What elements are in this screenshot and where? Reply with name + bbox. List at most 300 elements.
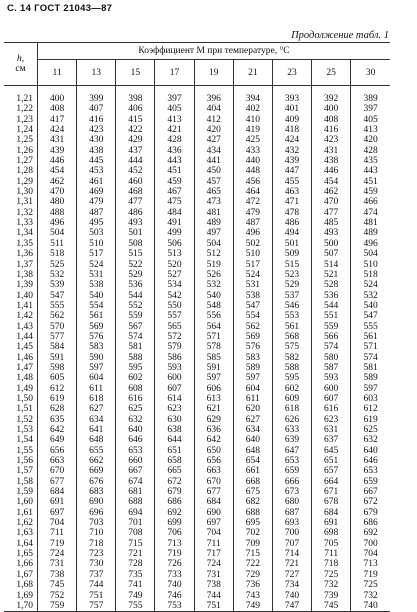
coefficient-cell: 538 [77,280,116,290]
coefficient-cell: 640 [233,435,272,445]
table-row [4,353,390,363]
coefficient-cell: 497 [194,228,233,238]
table-row [4,166,390,176]
coefficient-cell: 597 [351,384,390,394]
coefficient-cell: 690 [77,497,116,507]
coefficient-cell: 493 [312,228,351,238]
coefficient-cell: 640 [351,446,390,456]
coefficient-cell: 655 [77,446,116,456]
coefficient-cell: 423 [77,125,116,135]
coefficient-cell: 589 [351,373,390,383]
table-row [4,135,390,145]
coefficient-cell: 575 [272,342,311,352]
coefficient-cell: 675 [233,487,272,497]
coefficient-cell: 642 [38,425,77,435]
coefficient-cell: 396 [194,86,233,105]
coefficient-cell: 677 [38,477,77,487]
coefficient-cell: 547 [38,291,77,301]
coefficient-cell: 566 [312,332,351,342]
table-row [4,301,390,311]
coefficient-cell: 504 [194,239,233,249]
coefficient-cell: 487 [77,208,116,218]
h-value: 1,54 [16,435,33,446]
coefficient-table [4,42,390,612]
coefficient-cell: 738 [38,570,77,580]
coefficient-cell: 623 [312,415,351,425]
coefficient-cell: 717 [194,549,233,559]
coefficient-cell: 427 [194,135,233,145]
table-row [4,580,390,590]
h-value: 1,67 [16,569,33,580]
coefficient-cell: 641 [77,425,116,435]
coefficient-cell: 699 [155,518,194,528]
coefficient-cell: 534 [155,280,194,290]
coefficient-cell: 724 [194,559,233,569]
h-value: 1,21 [16,94,33,104]
coefficient-cell: 710 [77,528,116,538]
coefficient-cell: 400 [312,104,351,114]
coefficient-cell: 470 [312,197,351,207]
coefficient-cell: 441 [194,156,233,166]
coefficient-cell: 607 [312,394,351,404]
coefficient-cell: 623 [155,404,194,414]
coefficient-cell: 420 [351,135,390,145]
coefficient-cell: 447 [272,166,311,176]
coefficient-cell: 518 [38,249,77,259]
coefficient-cell: 523 [272,270,311,280]
h-value: 1,22 [16,104,33,115]
coefficient-cell: 590 [77,353,116,363]
table-row [4,384,390,394]
coefficient-cell: 556 [194,311,233,321]
table-row [4,115,390,125]
coefficient-cell: 398 [116,86,155,105]
coefficient-cell: 674 [116,477,155,487]
coefficient-cell: 626 [272,415,311,425]
coefficient-cell: 635 [38,415,77,425]
h-value: 1,41 [16,300,33,311]
coefficient-cell: 486 [116,208,155,218]
coefficient-cell: 605 [38,373,77,383]
table-row [4,280,390,290]
coefficient-cell: 600 [312,384,351,394]
coefficient-cell: 650 [194,446,233,456]
coefficient-cell: 673 [272,487,311,497]
coefficient-cell: 707 [272,539,311,549]
coefficient-cell: 397 [155,86,194,105]
coefficient-cell: 688 [233,508,272,518]
coefficient-cell: 583 [77,342,116,352]
coefficient-cell: 454 [38,166,77,176]
table-row [4,270,390,280]
coefficient-cell: 630 [155,415,194,425]
coefficient-cell: 649 [38,435,77,445]
table-row [4,549,390,559]
coefficient-cell: 500 [312,239,351,249]
coefficient-cell: 609 [272,394,311,404]
coefficient-cell: 417 [38,115,77,125]
page-header: С. 14 ГОСТ 21043—87 [7,3,113,14]
coefficient-cell: 515 [116,249,155,259]
coefficient-cell: 472 [233,197,272,207]
coefficient-cell: 501 [272,239,311,249]
coefficient-cell: 642 [194,435,233,445]
table-row [4,342,390,352]
h-symbol: h, [16,54,25,64]
h-value: 1,55 [16,445,33,456]
coefficient-cell: 597 [233,373,272,383]
coefficient-cell: 660 [116,456,155,466]
h-value: 1,36 [16,249,33,260]
h-value: 1,24 [16,125,33,136]
h-value: 1,51 [16,404,33,415]
coefficient-cell: 681 [116,487,155,497]
coefficient-cell: 524 [77,260,116,270]
coefficient-cell: 529 [272,280,311,290]
h-value: 1,47 [16,362,33,373]
coefficient-cell: 405 [155,104,194,114]
coefficient-cell: 668 [233,477,272,487]
coefficient-cell: 711 [194,539,233,549]
coefficient-cell: 413 [351,125,390,135]
coefficient-cell: 405 [351,115,390,125]
coefficient-cell: 522 [116,260,155,270]
coefficient-cell: 628 [38,404,77,414]
table-row [4,208,390,218]
coefficient-cell: 524 [351,280,390,290]
h-value: 1,56 [16,456,33,467]
coefficient-cell: 692 [351,528,390,538]
coefficient-cell: 608 [116,384,155,394]
coefficient-cell: 464 [233,187,272,197]
coefficient-cell: 700 [351,539,390,549]
coefficient-cell: 532 [194,280,233,290]
coefficient-cell: 550 [155,301,194,311]
coefficient-cell: 647 [272,446,311,456]
coefficient-cell: 412 [194,115,233,125]
coefficient-cell: 680 [272,497,311,507]
coefficient-cell: 435 [351,156,390,166]
coefficient-cell: 551 [312,311,351,321]
h-value: 1,49 [16,383,33,394]
coefficient-cell: 718 [77,539,116,549]
coefficient-cell: 629 [194,415,233,425]
coefficient-cell: 645 [312,446,351,456]
coefficient-cell: 424 [272,135,311,145]
coefficient-cell: 415 [116,115,155,125]
coefficient-cell: 679 [155,487,194,497]
coefficient-cell: 571 [351,342,390,352]
table-row [4,249,390,259]
coefficient-cell: 659 [351,477,390,487]
table-row [4,435,390,445]
coefficient-cell: 438 [77,146,116,156]
h-value: 1,33 [16,218,33,229]
coefficient-cell: 555 [351,322,390,332]
coefficient-cell: 570 [38,322,77,332]
coefficient-cell: 731 [38,559,77,569]
coefficient-cell: 723 [77,549,116,559]
coefficient-cell: 695 [233,518,272,528]
coefficient-cell: 701 [116,518,155,528]
table-row [4,570,390,580]
coefficient-cell: 544 [312,301,351,311]
coefficient-cell: 445 [77,156,116,166]
coefficient-cell: 461 [77,177,116,187]
table-row [4,332,390,342]
coefficient-cell: 574 [312,342,351,352]
coefficient-cell: 582 [272,353,311,363]
coefficient-cell: 577 [38,332,77,342]
h-value: 1,39 [16,280,33,291]
h-value: 1,40 [16,290,33,301]
coefficient-cell: 572 [155,332,194,342]
coefficient-cell: 514 [312,260,351,270]
coefficient-cell: 515 [272,260,311,270]
coefficient-cell: 564 [194,322,233,332]
coefficient-cell: 679 [351,508,390,518]
coefficient-cell: 749 [116,591,155,601]
coefficient-cell: 531 [233,280,272,290]
coefficient-cell: 481 [194,208,233,218]
coefficient-cell: 636 [194,425,233,435]
coefficient-cell: 544 [116,291,155,301]
coefficient-cell: 738 [194,580,233,590]
h-value: 1,58 [16,476,33,487]
coefficient-cell: 569 [233,332,272,342]
coefficient-cell: 519 [194,260,233,270]
coefficient-cell: 585 [194,353,233,363]
table-row [4,528,390,538]
coefficient-cell: 428 [351,146,390,156]
h-value: 1,34 [16,228,33,239]
coefficient-cell: 719 [351,570,390,580]
table-row [4,177,390,187]
coefficient-cell: 489 [351,228,390,238]
coefficient-cell: 600 [155,373,194,383]
coefficient-cell: 520 [155,260,194,270]
coefficient-cell: 713 [351,559,390,569]
coefficient-cell: 496 [351,239,390,249]
coefficient-cell: 663 [194,466,233,476]
coefficient-cell: 669 [77,466,116,476]
table-row [4,601,390,612]
coefficient-cell: 433 [233,146,272,156]
coefficient-cell: 587 [312,363,351,373]
coefficient-cell: 634 [233,425,272,435]
coefficient-cell: 540 [194,291,233,301]
h-value: 1,27 [16,156,33,167]
coefficient-cell: 728 [116,559,155,569]
coefficient-cell: 451 [351,177,390,187]
coefficient-cell: 486 [272,218,311,228]
coefficient-cell: 443 [351,166,390,176]
coefficient-cell: 682 [233,497,272,507]
coefficient-cell: 584 [38,342,77,352]
table-row [4,322,390,332]
h-value: 1,70 [16,600,33,611]
coefficient-cell: 478 [272,208,311,218]
coefficient-cell: 597 [194,373,233,383]
coefficient-cell: 506 [155,239,194,249]
coefficient-cell: 644 [155,435,194,445]
temperature-header: 21 [233,60,272,86]
coefficient-cell: 439 [272,156,311,166]
continuation-label: Продолжение табл. 1 [291,30,389,41]
coefficient-cell: 410 [233,115,272,125]
coefficient-cell: 418 [272,125,311,135]
coefficient-cell: 526 [194,270,233,280]
coefficient-cell: 416 [77,115,116,125]
coefficient-cell: 404 [194,104,233,114]
h-value: 1,66 [16,559,33,570]
h-value: 1,23 [16,114,33,125]
coefficient-cell: 619 [38,394,77,404]
coefficient-cell: 613 [194,394,233,404]
coefficient-cell: 510 [233,249,272,259]
coefficient-cell: 727 [272,570,311,580]
coefficient-cell: 557 [155,311,194,321]
coefficient-cell: 399 [77,86,116,105]
coefficient-cell: 736 [233,580,272,590]
coefficient-cell: 732 [351,591,390,601]
coefficient-cell: 591 [194,363,233,373]
coefficient-cell: 741 [116,580,155,590]
coefficient-cell: 702 [233,528,272,538]
coefficient-cell: 397 [351,104,390,114]
coefficient-cell: 663 [38,456,77,466]
coefficient-cell: 480 [38,197,77,207]
coefficient-cell: 721 [272,559,311,569]
coefficient-cell: 495 [77,218,116,228]
coefficient-cell: 452 [116,166,155,176]
coefficient-cell: 419 [233,125,272,135]
coefficient-cell: 653 [116,446,155,456]
coefficient-cell: 616 [116,394,155,404]
h-value: 1,45 [16,342,33,353]
coefficient-cell: 561 [351,332,390,342]
coefficient-cell: 432 [272,146,311,156]
coefficient-cell: 731 [194,570,233,580]
h-value: 1,69 [16,590,33,601]
coefficient-cell: 740 [155,580,194,590]
coefficient-cell: 568 [272,332,311,342]
coefficient-cell: 430 [77,135,116,145]
table-row [4,477,390,487]
coefficient-cell: 631 [312,425,351,435]
coefficient-cell: 431 [38,135,77,145]
coefficient-cell: 474 [351,208,390,218]
coefficient-cell: 494 [272,228,311,238]
coefficient-cell: 691 [312,518,351,528]
coefficient-cell: 729 [233,570,272,580]
coefficient-cell: 559 [312,322,351,332]
temperature-header: 17 [155,60,194,86]
coefficient-cell: 517 [233,260,272,270]
coefficient-cell: 711 [312,549,351,559]
coefficient-cell: 496 [38,218,77,228]
coefficient-cell: 664 [312,477,351,487]
coefficient-cell: 627 [77,404,116,414]
coefficient-cell: 553 [272,311,311,321]
h-value: 1,38 [16,269,33,280]
coefficient-cell: 730 [77,559,116,569]
coefficient-cell: 527 [155,270,194,280]
coefficient-cell: 429 [116,135,155,145]
coefficient-cell: 559 [116,311,155,321]
coefficient-cell: 394 [233,86,272,105]
coefficient-cell: 697 [194,518,233,528]
coefficient-cell: 588 [116,353,155,363]
coefficient-cell: 704 [351,549,390,559]
coefficient-cell: 735 [116,570,155,580]
coefficient-cell: 625 [351,425,390,435]
coefficient-cell: 715 [233,549,272,559]
coefficient-cell: 656 [194,456,233,466]
coefficient-cell: 580 [312,353,351,363]
coefficient-cell: 684 [38,487,77,497]
table-body [4,86,390,612]
coefficient-cell: 454 [312,177,351,187]
coefficient-cell: 691 [38,497,77,507]
coefficient-cell: 621 [194,404,233,414]
coefficient-cell: 529 [116,270,155,280]
coefficient-cell: 759 [38,601,77,612]
coefficient-cell: 431 [312,146,351,156]
coefficient-cell: 459 [155,177,194,187]
coefficient-header: Коэффициент M при температуре, °С [38,43,391,60]
coefficient-cell: 501 [116,228,155,238]
h-value: 1,61 [16,507,33,518]
coefficient-cell: 581 [351,363,390,373]
coefficient-cell: 722 [233,559,272,569]
coefficient-cell: 745 [38,580,77,590]
table-row [4,487,390,497]
coefficient-cell: 542 [155,291,194,301]
table-row [4,497,390,507]
coefficient-cell: 548 [194,301,233,311]
coefficient-cell: 740 [272,591,311,601]
table-row [4,415,390,425]
h-value: 1,46 [16,352,33,363]
coefficient-cell: 444 [116,156,155,166]
coefficient-cell: 408 [38,104,77,114]
coefficient-cell: 528 [312,280,351,290]
table-row [4,228,390,238]
coefficient-cell: 536 [312,291,351,301]
coefficient-cell: 662 [77,456,116,466]
coefficient-cell: 719 [38,539,77,549]
coefficient-cell: 455 [272,177,311,187]
h-value: 1,42 [16,311,33,322]
h-value: 1,31 [16,197,33,208]
coefficient-cell: 705 [312,539,351,549]
coefficient-cell: 597 [77,363,116,373]
coefficient-cell: 409 [272,115,311,125]
coefficient-cell: 718 [312,559,351,569]
coefficient-cell: 726 [155,559,194,569]
coefficient-cell: 439 [38,146,77,156]
coefficient-cell: 665 [155,466,194,476]
coefficient-cell: 401 [272,104,311,114]
coefficient-cell: 462 [312,187,351,197]
table-row [4,197,390,207]
coefficient-cell: 457 [194,177,233,187]
coefficient-cell: 493 [116,218,155,228]
coefficient-cell: 428 [155,135,194,145]
coefficient-cell: 611 [233,394,272,404]
h-value: 1,43 [16,321,33,332]
